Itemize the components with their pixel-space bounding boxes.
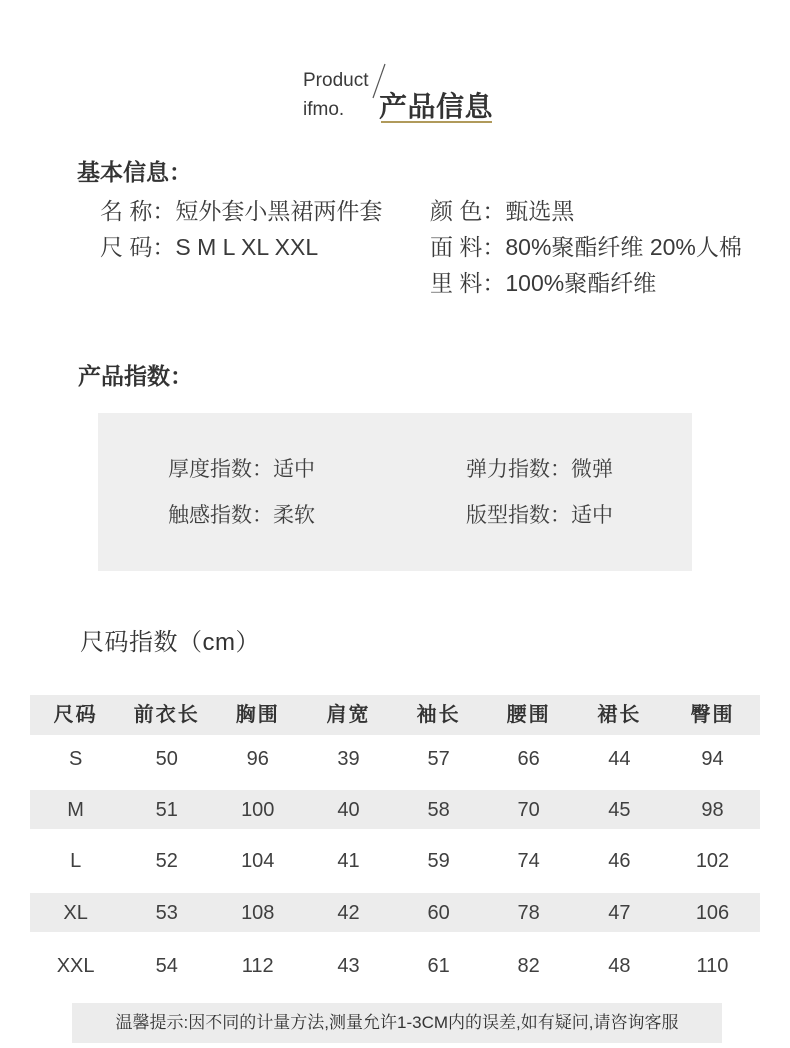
- front-length-cell: 52: [155, 850, 178, 872]
- header-ifmo-word: ifmo.: [303, 99, 345, 120]
- index-label: 厚度指数：: [168, 458, 273, 481]
- info-value: 短外套小黑裙两件套: [175, 198, 383, 224]
- column-header-skirt-length: 裙长: [597, 704, 642, 726]
- size-cell: L: [70, 850, 82, 872]
- info-value: 甄选黑: [505, 198, 575, 224]
- sleeve-cell: 57: [427, 748, 450, 770]
- sleeve-cell: 59: [427, 850, 450, 872]
- index-label: 版型指数：: [466, 504, 571, 527]
- front-length-cell: 53: [155, 901, 178, 924]
- info-label: 里 料：: [430, 270, 506, 296]
- size-cell: S: [68, 748, 83, 770]
- table-row: [30, 829, 760, 893]
- product-index-panel: [98, 413, 692, 571]
- hip-cell: 102: [695, 850, 730, 872]
- shoulder-cell: 41: [337, 850, 360, 872]
- hip-cell: 98: [701, 798, 724, 821]
- hip-cell: 110: [696, 955, 729, 977]
- header-product-word: Product: [303, 70, 369, 91]
- front-length-cell: 50: [155, 748, 178, 770]
- info-label: 尺 码：: [100, 234, 176, 260]
- index-elasticity: [466, 456, 613, 484]
- size-cell: XL: [63, 901, 88, 924]
- info-lining: [430, 268, 656, 298]
- index-value: 柔软: [273, 504, 315, 527]
- column-header-waist: 腰围: [506, 704, 551, 726]
- info-value: S M L XL XXL: [175, 234, 319, 260]
- info-value: 80%聚酯纤维 20%人棉: [505, 234, 742, 260]
- shoulder-cell: 39: [337, 748, 360, 770]
- column-header-bust: 胸围: [235, 704, 280, 726]
- table-row: [30, 790, 760, 829]
- size-cell: XXL: [56, 955, 95, 977]
- index-thickness: [168, 456, 315, 484]
- bust-cell: 108: [241, 901, 275, 924]
- hip-cell: 94: [701, 748, 724, 770]
- page-title: 产品信息: [379, 91, 494, 122]
- index-value: 微弹: [571, 458, 613, 481]
- column-header-shoulder: 肩宽: [326, 704, 371, 726]
- shoulder-cell: 43: [337, 955, 360, 977]
- column-header-hip: 臀围: [690, 704, 735, 726]
- table-row: [30, 893, 760, 932]
- column-header-size: 尺码: [53, 704, 98, 726]
- size-chart-header-row: [30, 695, 760, 735]
- sleeve-cell: 61: [427, 955, 450, 977]
- bust-cell: 112: [241, 955, 274, 977]
- index-label: 触感指数：: [168, 504, 273, 527]
- waist-cell: 66: [517, 748, 540, 770]
- index-touch: [168, 502, 315, 530]
- info-fabric: [430, 232, 742, 262]
- waist-cell: 74: [517, 850, 540, 872]
- hip-cell: 106: [695, 901, 730, 924]
- index-fit: [466, 502, 613, 530]
- column-header-sleeve: 袖长: [416, 704, 461, 726]
- size-cell: M: [67, 798, 84, 821]
- table-row: [30, 735, 760, 790]
- info-value: 100%聚酯纤维: [505, 270, 657, 296]
- size-chart-table: [30, 695, 760, 1000]
- info-label: 颜 色：: [430, 198, 506, 224]
- index-value: 适中: [273, 458, 315, 481]
- info-color: [430, 196, 574, 226]
- bust-cell: 96: [246, 748, 269, 770]
- bust-cell: 100: [241, 798, 275, 821]
- front-length-cell: 51: [155, 798, 178, 821]
- index-value: 适中: [571, 504, 613, 527]
- column-header-front-length: 前衣长: [133, 704, 200, 726]
- bust-cell: 104: [241, 850, 275, 872]
- notice-banner: 温馨提示:因不同的计量方法,测量允许1-3CM内的误差,如有疑问,请咨询客服: [72, 1003, 722, 1043]
- skirt-length-cell: 44: [608, 748, 631, 770]
- front-length-cell: 54: [155, 955, 178, 977]
- product-index-heading: 产品指数：: [78, 363, 193, 389]
- basic-info-heading: 基本信息：: [77, 159, 192, 185]
- info-size: [100, 232, 318, 262]
- index-label: 弹力指数：: [466, 458, 571, 481]
- table-row: [30, 932, 760, 1000]
- shoulder-cell: 40: [337, 798, 360, 821]
- size-chart-heading: 尺码指数（cm）: [80, 629, 260, 656]
- waist-cell: 70: [517, 798, 540, 821]
- info-label: 名 称：: [100, 198, 176, 224]
- waist-cell: 82: [517, 955, 540, 977]
- skirt-length-cell: 47: [608, 901, 631, 924]
- shoulder-cell: 42: [337, 901, 360, 924]
- skirt-length-cell: 48: [608, 955, 631, 977]
- sleeve-cell: 60: [427, 901, 450, 924]
- skirt-length-cell: 45: [608, 798, 631, 821]
- info-label: 面 料：: [430, 234, 506, 260]
- sleeve-cell: 58: [427, 798, 450, 821]
- waist-cell: 78: [517, 901, 540, 924]
- skirt-length-cell: 46: [608, 850, 631, 872]
- info-name: [100, 196, 382, 226]
